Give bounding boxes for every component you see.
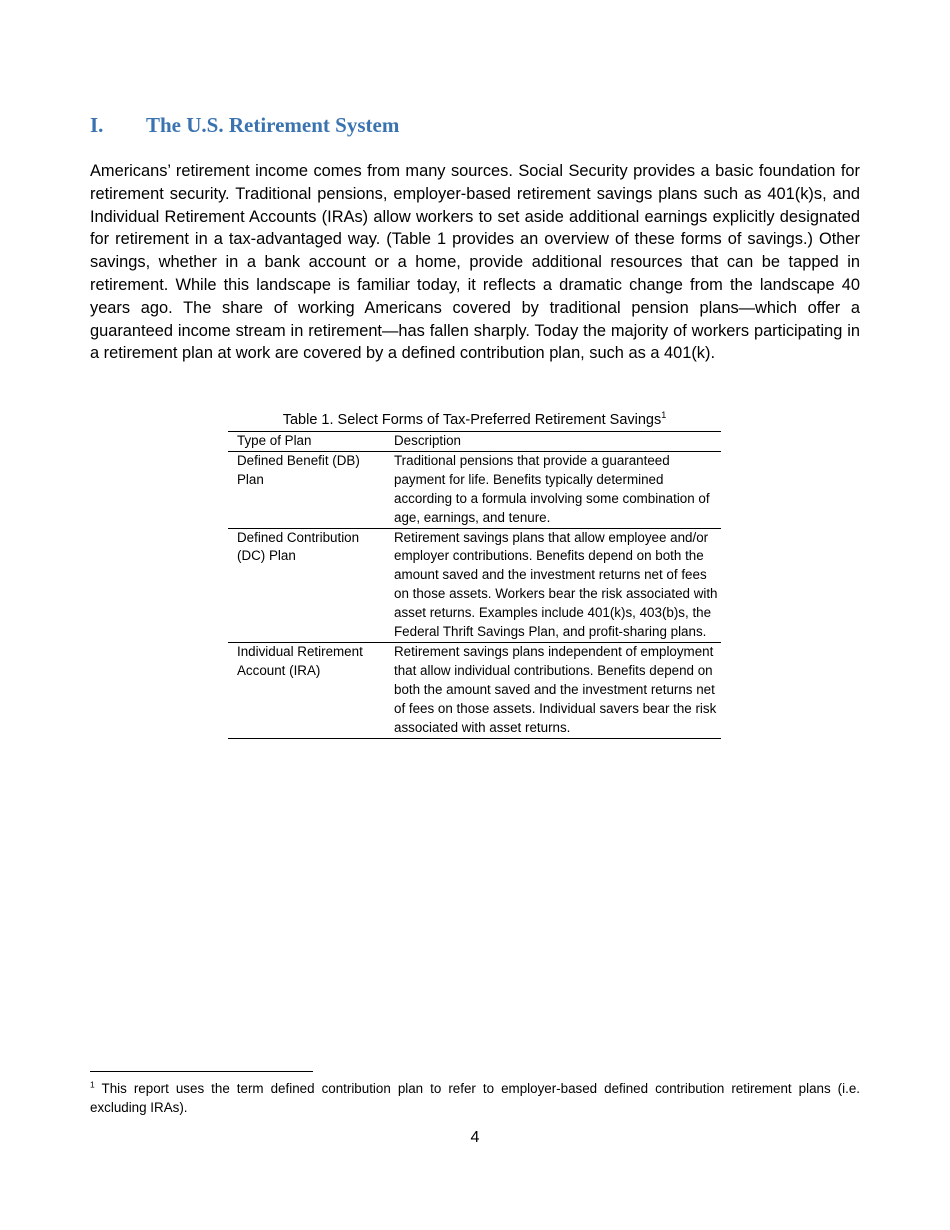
footnote-divider [90, 1071, 313, 1072]
table-header-row [228, 432, 721, 452]
retirement-plans-table [228, 431, 721, 739]
table-row [228, 451, 721, 528]
plan-type-cell: Individual Retirement Account (IRA) [237, 643, 363, 678]
table-row [228, 642, 721, 738]
table-caption-text: Table 1. Select Forms of Tax-Preferred Retirement Savings [282, 412, 662, 428]
footnote [90, 1079, 860, 1117]
table-caption-footnote-mark: 1 [661, 410, 667, 421]
page-number: 4 [470, 1129, 480, 1146]
plan-type-cell: Defined Contribution (DC) Plan [237, 529, 360, 564]
plan-description-cell: Retirement savings plans independent of employment that allow individual contributions. Benefits depend on both the amount saved and the investment returns net of fees on those assets. Individual savers bear the risk associated with asset returns. [394, 643, 717, 735]
section-title: The U.S. Retirement System [146, 113, 400, 137]
footnote-mark: 1 [90, 1079, 95, 1090]
footnote-text: This report uses the term defined contribution plan to refer to employer-based defined contribution retirement plans (i.e. excluding IRAs). [90, 1081, 861, 1115]
body-paragraph: Americans’ retirement income comes from many sources. Social Security provides a basic foundation for retirement security. Traditional pensions, employer-based retirement savings plans such as 401(k)s, and Individual Retirement Accounts (IRAs) allow workers to set aside additional earnings explicitly designated for retirement in a tax-advantaged way. (Table 1 provides an overview of these forms of savings.) Other savings, whether in a bank account or a home, provide additional resources that can be tapped in retirement. While this landscape is familiar today, it reflects a dramatic change from the landscape 40 years ago. The share of working Americans covered by traditional pension plans—which offer a guaranteed income stream in retirement—has fallen sharply. Today the majority of workers participating in a retirement plan at work are covered by a defined contribution plan, such as a 401(k). [90, 162, 860, 363]
section-number: I. [90, 113, 104, 137]
section-heading [90, 112, 399, 138]
table-caption [228, 410, 721, 430]
plan-description-cell: Traditional pensions that provide a guaranteed payment for life. Benefits typically determined according to a formula involving some combination of age, earnings, and tenure. [394, 452, 710, 525]
table-row [228, 528, 721, 642]
header-type-of-plan: Type of Plan [237, 433, 312, 448]
plan-description-cell: Retirement savings plans that allow employee and/or employer contributions. Benefits depend on both the amount saved and the investment returns net of fees on those assets. Workers bear the risk associated with asset returns. Examples include 401(k)s, 403(b)s, the Federal Thrift Savings Plan, and profit-sharing plans. [394, 529, 718, 640]
plan-type-cell: Defined Benefit (DB) Plan [237, 452, 360, 487]
header-description: Description [394, 433, 461, 448]
